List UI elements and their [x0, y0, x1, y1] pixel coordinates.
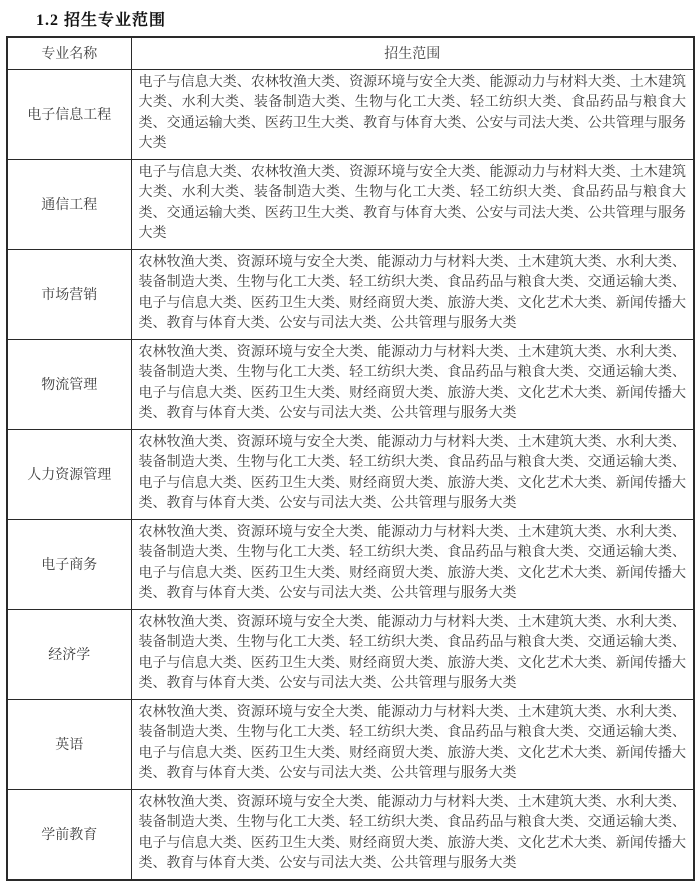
- header-enrollment-scope: 招生范围: [131, 37, 694, 69]
- major-name-cell: 学前教育: [7, 789, 131, 880]
- major-name-cell: 通信工程: [7, 159, 131, 249]
- major-name-cell: 人力资源管理: [7, 429, 131, 519]
- table-body: [7, 69, 694, 880]
- table-row: [7, 519, 694, 609]
- scope-cell: 农林牧渔大类、资源环境与安全大类、能源动力与材料大类、土木建筑大类、水利大类、装备制造大类、生物与化工大类、轻工纺织大类、食品药品与粮食大类、交通运输大类、电子与信息大类、医药卫生大类、财经商贸大类、旅游大类、文化艺术大类、新闻传播大类、教育与体育大类、公安与司法大类、公共管理与服务大类: [131, 609, 694, 699]
- major-name-cell: 电子信息工程: [7, 69, 131, 159]
- major-name-cell: 英语: [7, 699, 131, 789]
- table-row: [7, 159, 694, 249]
- section-title: 1.2 招生专业范围: [36, 12, 167, 29]
- scope-cell: 农林牧渔大类、资源环境与安全大类、能源动力与材料大类、土木建筑大类、水利大类、装备制造大类、生物与化工大类、轻工纺织大类、食品药品与粮食大类、交通运输大类、电子与信息大类、医药卫生大类、财经商贸大类、旅游大类、文化艺术大类、新闻传播大类、教育与体育大类、公安与司法大类、公共管理与服务大类: [131, 699, 694, 789]
- major-name-cell: 电子商务: [7, 519, 131, 609]
- table-row: [7, 699, 694, 789]
- table-row: [7, 69, 694, 159]
- scope-cell: 电子与信息大类、农林牧渔大类、资源环境与安全大类、能源动力与材料大类、土木建筑大类、水利大类、装备制造大类、生物与化工大类、轻工纺织大类、食品药品与粮食大类、交通运输大类、医药卫生大类、教育与体育大类、公安与司法大类、公共管理与服务大类: [131, 159, 694, 249]
- enrollment-scope-table: [6, 36, 695, 881]
- header-major-name: 专业名称: [7, 37, 131, 69]
- table-row: [7, 249, 694, 339]
- scope-cell: 电子与信息大类、农林牧渔大类、资源环境与安全大类、能源动力与材料大类、土木建筑大类、水利大类、装备制造大类、生物与化工大类、轻工纺织大类、食品药品与粮食大类、交通运输大类、医药卫生大类、教育与体育大类、公安与司法大类、公共管理与服务大类: [131, 69, 694, 159]
- major-name-cell: 经济学: [7, 609, 131, 699]
- major-name-cell: 市场营销: [7, 249, 131, 339]
- scope-cell: 农林牧渔大类、资源环境与安全大类、能源动力与材料大类、土木建筑大类、水利大类、装备制造大类、生物与化工大类、轻工纺织大类、食品药品与粮食大类、交通运输大类、电子与信息大类、医药卫生大类、财经商贸大类、旅游大类、文化艺术大类、新闻传播大类、教育与体育大类、公安与司法大类、公共管理与服务大类: [131, 249, 694, 339]
- document-page: [0, 7, 700, 871]
- table-header: [7, 37, 694, 69]
- scope-cell: 农林牧渔大类、资源环境与安全大类、能源动力与材料大类、土木建筑大类、水利大类、装备制造大类、生物与化工大类、轻工纺织大类、食品药品与粮食大类、交通运输大类、电子与信息大类、医药卫生大类、财经商贸大类、旅游大类、文化艺术大类、新闻传播大类、教育与体育大类、公安与司法大类、公共管理与服务大类: [131, 339, 694, 429]
- header-row: [7, 37, 694, 69]
- major-name-cell: 物流管理: [7, 339, 131, 429]
- table-row: [7, 789, 694, 880]
- scope-cell: 农林牧渔大类、资源环境与安全大类、能源动力与材料大类、土木建筑大类、水利大类、装备制造大类、生物与化工大类、轻工纺织大类、食品药品与粮食大类、交通运输大类、电子与信息大类、医药卫生大类、财经商贸大类、旅游大类、文化艺术大类、新闻传播大类、教育与体育大类、公安与司法大类、公共管理与服务大类: [131, 789, 694, 880]
- table-row: [7, 339, 694, 429]
- scope-cell: 农林牧渔大类、资源环境与安全大类、能源动力与材料大类、土木建筑大类、水利大类、装备制造大类、生物与化工大类、轻工纺织大类、食品药品与粮食大类、交通运输大类、电子与信息大类、医药卫生大类、财经商贸大类、旅游大类、文化艺术大类、新闻传播大类、教育与体育大类、公安与司法大类、公共管理与服务大类: [131, 429, 694, 519]
- table-row: [7, 429, 694, 519]
- table-row: [7, 609, 694, 699]
- scope-cell: 农林牧渔大类、资源环境与安全大类、能源动力与材料大类、土木建筑大类、水利大类、装备制造大类、生物与化工大类、轻工纺织大类、食品药品与粮食大类、交通运输大类、电子与信息大类、医药卫生大类、财经商贸大类、旅游大类、文化艺术大类、新闻传播大类、教育与体育大类、公安与司法大类、公共管理与服务大类: [131, 519, 694, 609]
